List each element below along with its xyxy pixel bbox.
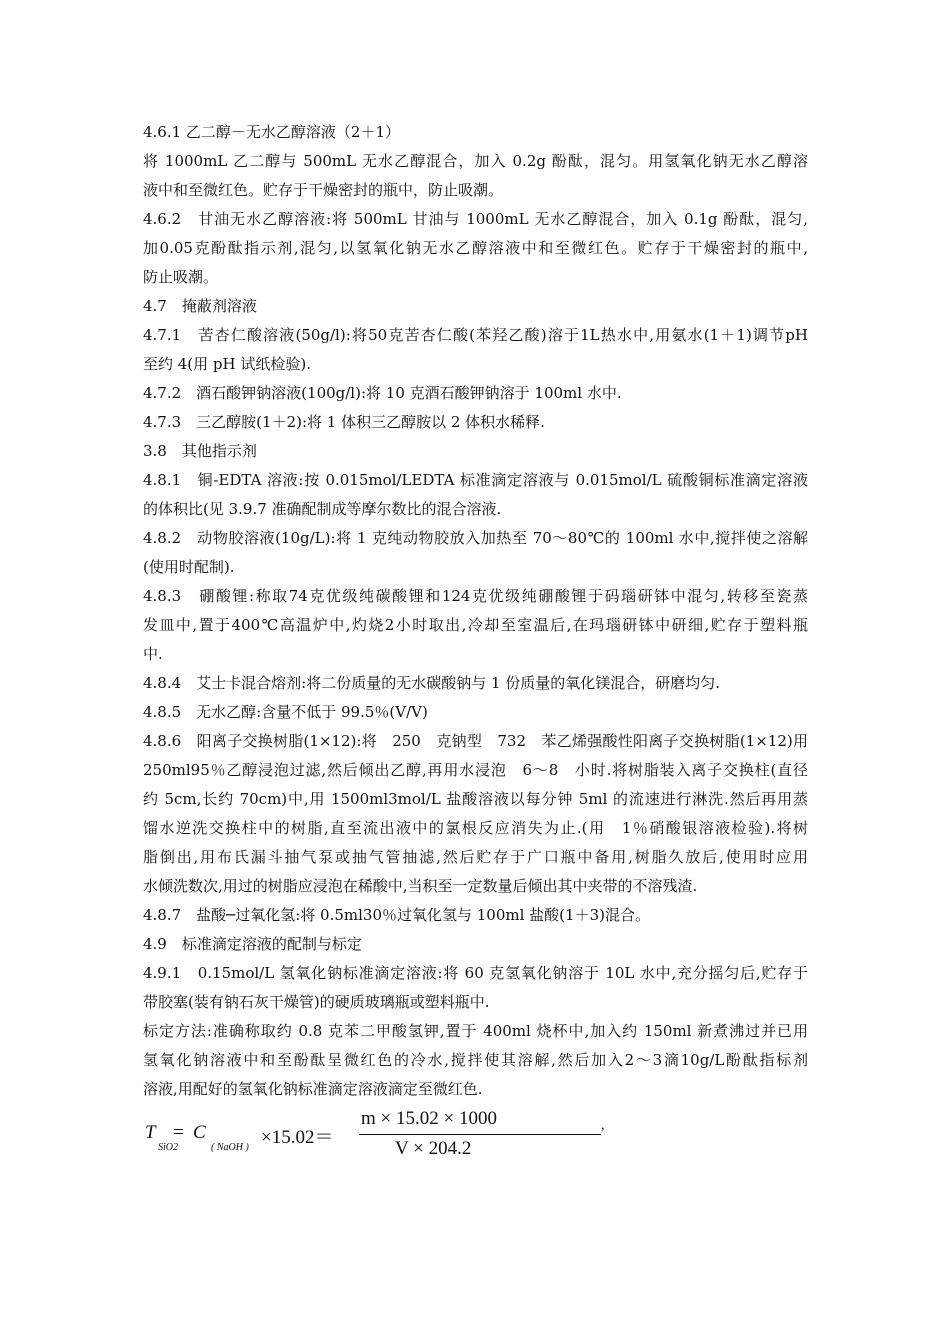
text-line: 4.8.3 硼酸锂:称取74克优级纯碳酸锂和124克优级纯硼酸锂于码瑙研钵中混匀,转移至瓷蒸 bbox=[143, 587, 808, 605]
formula-c-subscript: ( NaOH ) bbox=[211, 1142, 249, 1153]
text-line: 溶液,用配好的氢氧化钠标准滴定溶液滴定至微红色. bbox=[143, 1080, 483, 1098]
text-line: 4.7 掩蔽剂溶液 bbox=[143, 297, 257, 315]
text-line: (使用时配制). bbox=[143, 558, 235, 576]
text-line: 4.9 标准滴定溶液的配制与标定 bbox=[143, 935, 362, 953]
text-line: 4.7.2 酒石酸钾钠溶液(100g/l):将 10 克酒石酸钾钠溶于 100ml 水中. bbox=[143, 384, 622, 402]
text-body bbox=[143, 118, 808, 1104]
formula-numerator: m × 15.02 × 1000 bbox=[361, 1108, 497, 1129]
text-line: 防止吸潮。 bbox=[143, 268, 219, 286]
formula-t-subscript: SiO2 bbox=[158, 1142, 178, 1153]
text-line: 带胶塞(装有钠石灰干燥管)的硬质玻璃瓶或塑料瓶中. bbox=[143, 993, 490, 1011]
formula-t-symbol: T bbox=[145, 1122, 156, 1143]
text-line: 4.7.3 三乙醇胺(1＋2):将 1 体积三乙醇胺以 2 体积水稀释. bbox=[143, 413, 545, 431]
formula-c-symbol: C bbox=[193, 1122, 206, 1143]
text-line: 标定方法:准确称取约 0.8 克苯二甲酸氢钾,置于 400ml 烧杯中,加入约 150ml 新煮沸过并已用 bbox=[143, 1022, 808, 1040]
formula-equals: = bbox=[173, 1122, 184, 1143]
text-line: 4.9.1 0.15mol/L 氢氧化钠标准滴定溶液:将 60 克氢氧化钠溶于 10L 水中,充分摇匀后,贮存于 bbox=[143, 964, 808, 982]
text-line: 加0.05克酚酞指示剂,混匀,以氢氧化钠无水乙醇溶液中和至微红色。贮存于干燥密封的瓶中, bbox=[143, 239, 808, 257]
formula-fraction-bar bbox=[359, 1134, 601, 1135]
text-line: 4.8.1 铜-EDTA 溶液:按 0.015mol/LEDTA 标准滴定溶液与 0.015mol/L 硫酸铜标准滴定溶液 bbox=[143, 471, 808, 489]
text-line: 中. bbox=[143, 645, 163, 663]
text-line: 液中和至微红色。贮存于干燥密封的瓶中，防止吸潮。 bbox=[143, 181, 504, 199]
formula-denominator: V × 204.2 bbox=[395, 1138, 472, 1159]
text-line: 发皿中,置于400℃高温炉中,灼烧2小时取出,冷却至室温后,在玛瑙研钵中研细,贮存于塑料瓶 bbox=[143, 616, 808, 634]
text-line: 水倾洗数次,用过的树脂应浸泡在稀酸中,当积至一定数量后倾出其中夹带的不溶残渣. bbox=[143, 877, 698, 895]
text-line: 4.8.5 无水乙醇:含量不低于 99.5％(V/V) bbox=[143, 703, 428, 721]
document-page bbox=[143, 118, 808, 1176]
text-line: 4.8.4 艾士卡混合熔剂:将二份质量的无水碳酸钠与 1 份质量的氧化镁混合，研磨均匀. bbox=[143, 674, 721, 692]
text-line: 氢氧化钠溶液中和至酚酞呈微红色的冷水,搅拌使其溶解,然后加入2～3滴10g/L酚酞指标剂 bbox=[143, 1051, 808, 1069]
text-line: 4.8.7 盐酸─过氧化氢:将 0.5ml30％过氧化氢与 100ml 盐酸(1＋3)混合。 bbox=[143, 906, 650, 924]
formula-multiplier: ×15.02＝ bbox=[261, 1127, 334, 1148]
text-line: 4.7.1 苦杏仁酸溶液(50g/l):将50克苦杏仁酸(苯羟乙酸)溶于1L热水中,用氨水(1＋1)调节pH bbox=[143, 326, 808, 344]
text-line: 4.8.6 阳离子交换树脂(1×12):将 250 克钠型 732 苯乙烯强酸性阳离子交换树脂(1×12)用 bbox=[143, 732, 808, 750]
text-line: 将 1000mL 乙二醇与 500mL 无水乙醇混合，加入 0.2g 酚酞，混匀。用氢氧化钠无水乙醇溶 bbox=[143, 152, 808, 170]
text-line: 约 5cm,长约 70cm)中,用 1500ml3mol/L 盐酸溶液以每分钟 5ml 的流速进行淋洗.然后再用蒸 bbox=[143, 790, 808, 808]
formula-trailing-comma: , bbox=[601, 1118, 605, 1133]
text-line: 至约 4(用 pH 试纸检验). bbox=[143, 355, 312, 373]
text-line: 250ml95％乙醇浸泡过滤,然后倾出乙醇,再用水浸泡 6～8 小时.将树脂装入离子交换柱(直径 bbox=[143, 761, 808, 779]
text-line: 3.8 其他指示剂 bbox=[143, 442, 257, 460]
text-line: 馏水逆洗交换柱中的树脂,直至流出液中的氯根反应消失为止.(用 1％硝酸银溶液检验).将树 bbox=[143, 819, 808, 837]
text-line: 的体积比(见 3.9.7 准确配制成等摩尔数比的混合溶液. bbox=[143, 500, 502, 518]
text-line: 4.8.2 动物胶溶液(10g/L):将 1 克纯动物胶放入加热至 70～80℃的 100ml 水中,搅拌使之溶解 bbox=[143, 529, 808, 547]
titer-formula bbox=[143, 1108, 808, 1176]
text-line: 脂倒出,用布氏漏斗抽气泵或抽气管抽滤,然后贮存于广口瓶中备用,树脂久放后,使用时应用 bbox=[143, 848, 808, 866]
text-line: 4.6.2 甘油无水乙醇溶液:将 500mL 甘油与 1000mL 无水乙醇混合，加入 0.1g 酚酞，混匀, bbox=[143, 210, 808, 228]
text-line: 4.6.1 乙二醇－无水乙醇溶液（2＋1） bbox=[143, 123, 401, 141]
